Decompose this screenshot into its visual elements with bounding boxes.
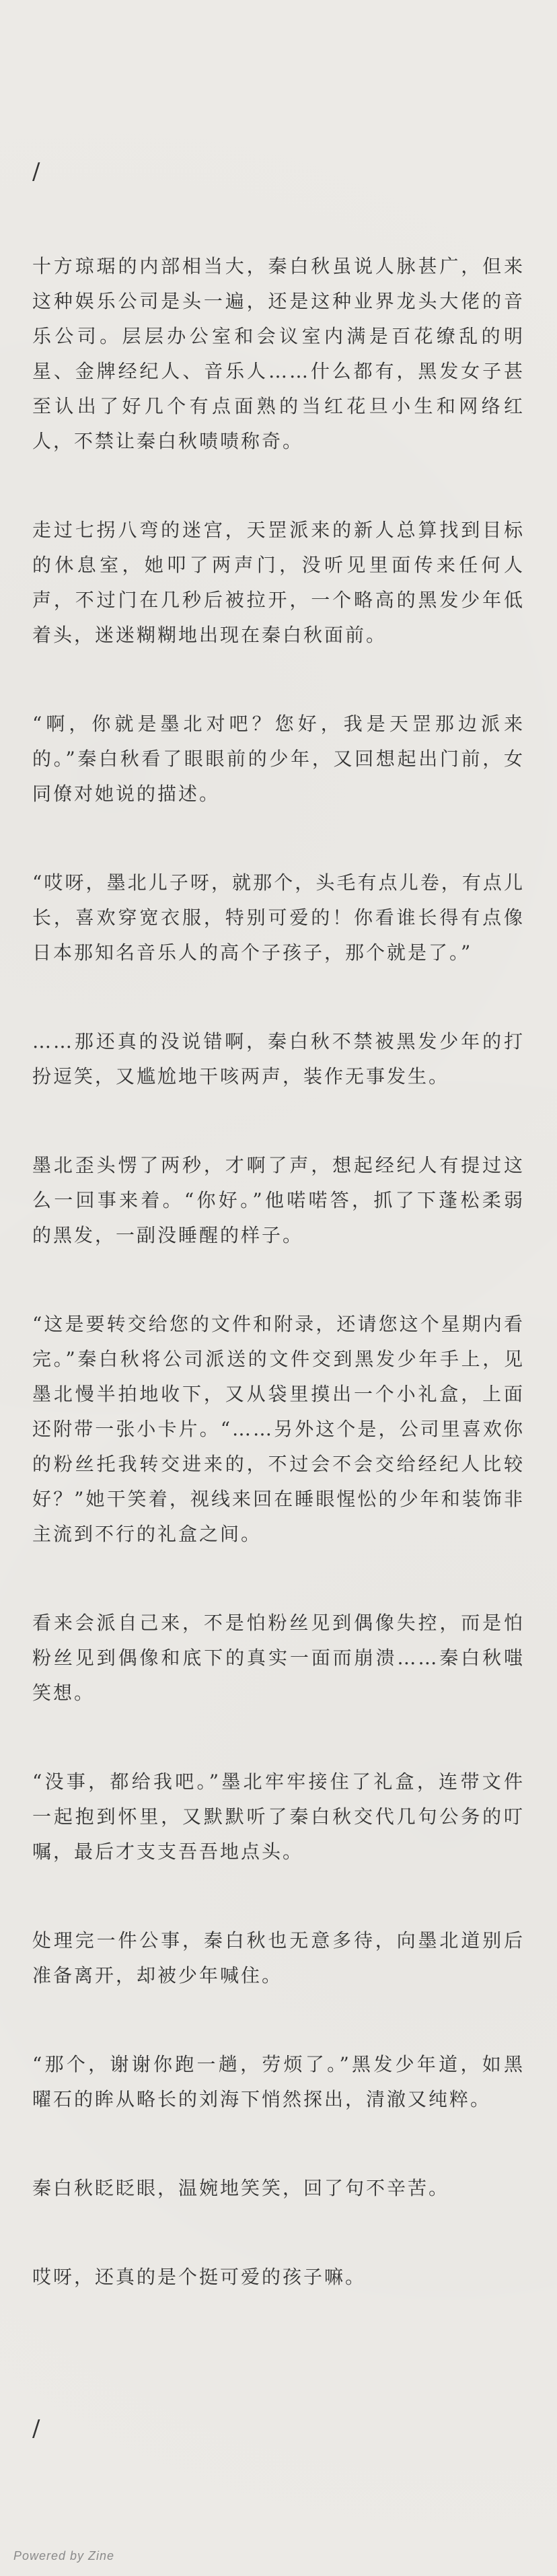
article-paragraph: 处理完一件公事，秦白秋也无意多待，向墨北道别后准备离开，却被少年喊住。	[32, 1929, 525, 1987]
article-paragraph: 秦白秋眨眨眼，温婉地笑笑，回了句不辛苦。	[32, 2177, 450, 2199]
article-paragraph: 哎呀，还真的是个挺可爱的孩子嘛。	[32, 2266, 367, 2288]
article-paragraph: “哎呀，墨北儿子呀，就那个，头毛有点儿卷，有点儿长，喜欢穿宽衣服，特别可爱的！你看谁长得有点像日本那知名音乐人的高个子孩子，那个就是了。”	[32, 871, 525, 964]
section-divider-bottom: /	[32, 2415, 40, 2442]
article-paragraph: 墨北歪头愣了两秒，才啊了声，想起经纪人有提过这么一回事来着。“你好。”他喏喏答，抓了下蓬松柔弱的黑发，一副没睡醒的样子。	[32, 1154, 525, 1246]
article-paragraph: “那个，谢谢你跑一趟，劳烦了。”黑发少年道，如黑曜石的眸从略长的刘海下悄然探出，清澈又纯粹。	[32, 2053, 525, 2110]
article-paragraph: 看来会派自己来，不是怕粉丝见到偶像失控，而是怕粉丝见到偶像和底下的真实一面而崩溃……秦白秋嗤笑想。	[32, 1612, 525, 1704]
article-paragraph: 十方琼琚的内部相当大，秦白秋虽说人脉甚广，但来这种娱乐公司是头一遍，还是这种业界龙头大佬的音乐公司。层层办公室和会议室内满是百花缭乱的明星、金牌经纪人、音乐人……什么都有，黑发女子甚至认出了好几个有点面熟的当红花旦小生和网络红人，不禁让秦白秋啧啧称奇。	[32, 255, 525, 452]
section-divider-top: /	[32, 158, 40, 185]
article-paragraph: ……那还真的没说错啊，秦白秋不禁被黑发少年的打扮逗笑，又尴尬地干咳两声，装作无事发生。	[32, 1030, 525, 1087]
article-paragraph: “没事，都给我吧。”墨北牢牢接住了礼盒，连带文件一起抱到怀里，又默默听了秦白秋交代几句公务的叮嘱，最后才支支吾吾地点头。	[32, 1770, 525, 1863]
article-paragraph: “这是要转交给您的文件和附录，还请您这个星期内看完。”秦白秋将公司派送的文件交到黑发少年手上，见墨北慢半拍地收下，又从袋里摸出一个小礼盒，上面还附带一张小卡片。“……另外这个是，公司里喜欢你的粉丝托我转交进来的，不过会不会交给经纪人比较好？”她干笑着，视线来回在睡眼惺忪的少年和装饰非主流到不行的礼盒之间。	[32, 1313, 525, 1545]
article-paragraph: “啊，你就是墨北对吧？您好，我是天罡那边派来的。”秦白秋看了眼眼前的少年，又回想起出门前，女同僚对她说的描述。	[32, 713, 525, 805]
article-body	[32, 249, 525, 2295]
footer-powered-by: Powered by Zine	[13, 2549, 115, 2563]
article-paragraph: 走过七拐八弯的迷宫，天罡派来的新人总算找到目标的休息室，她叩了两声门，没听见里面传来任何人声，不过门在几秒后被拉开，一个略高的黑发少年低着头，迷迷糊糊地出现在秦白秋面前。	[32, 519, 525, 646]
